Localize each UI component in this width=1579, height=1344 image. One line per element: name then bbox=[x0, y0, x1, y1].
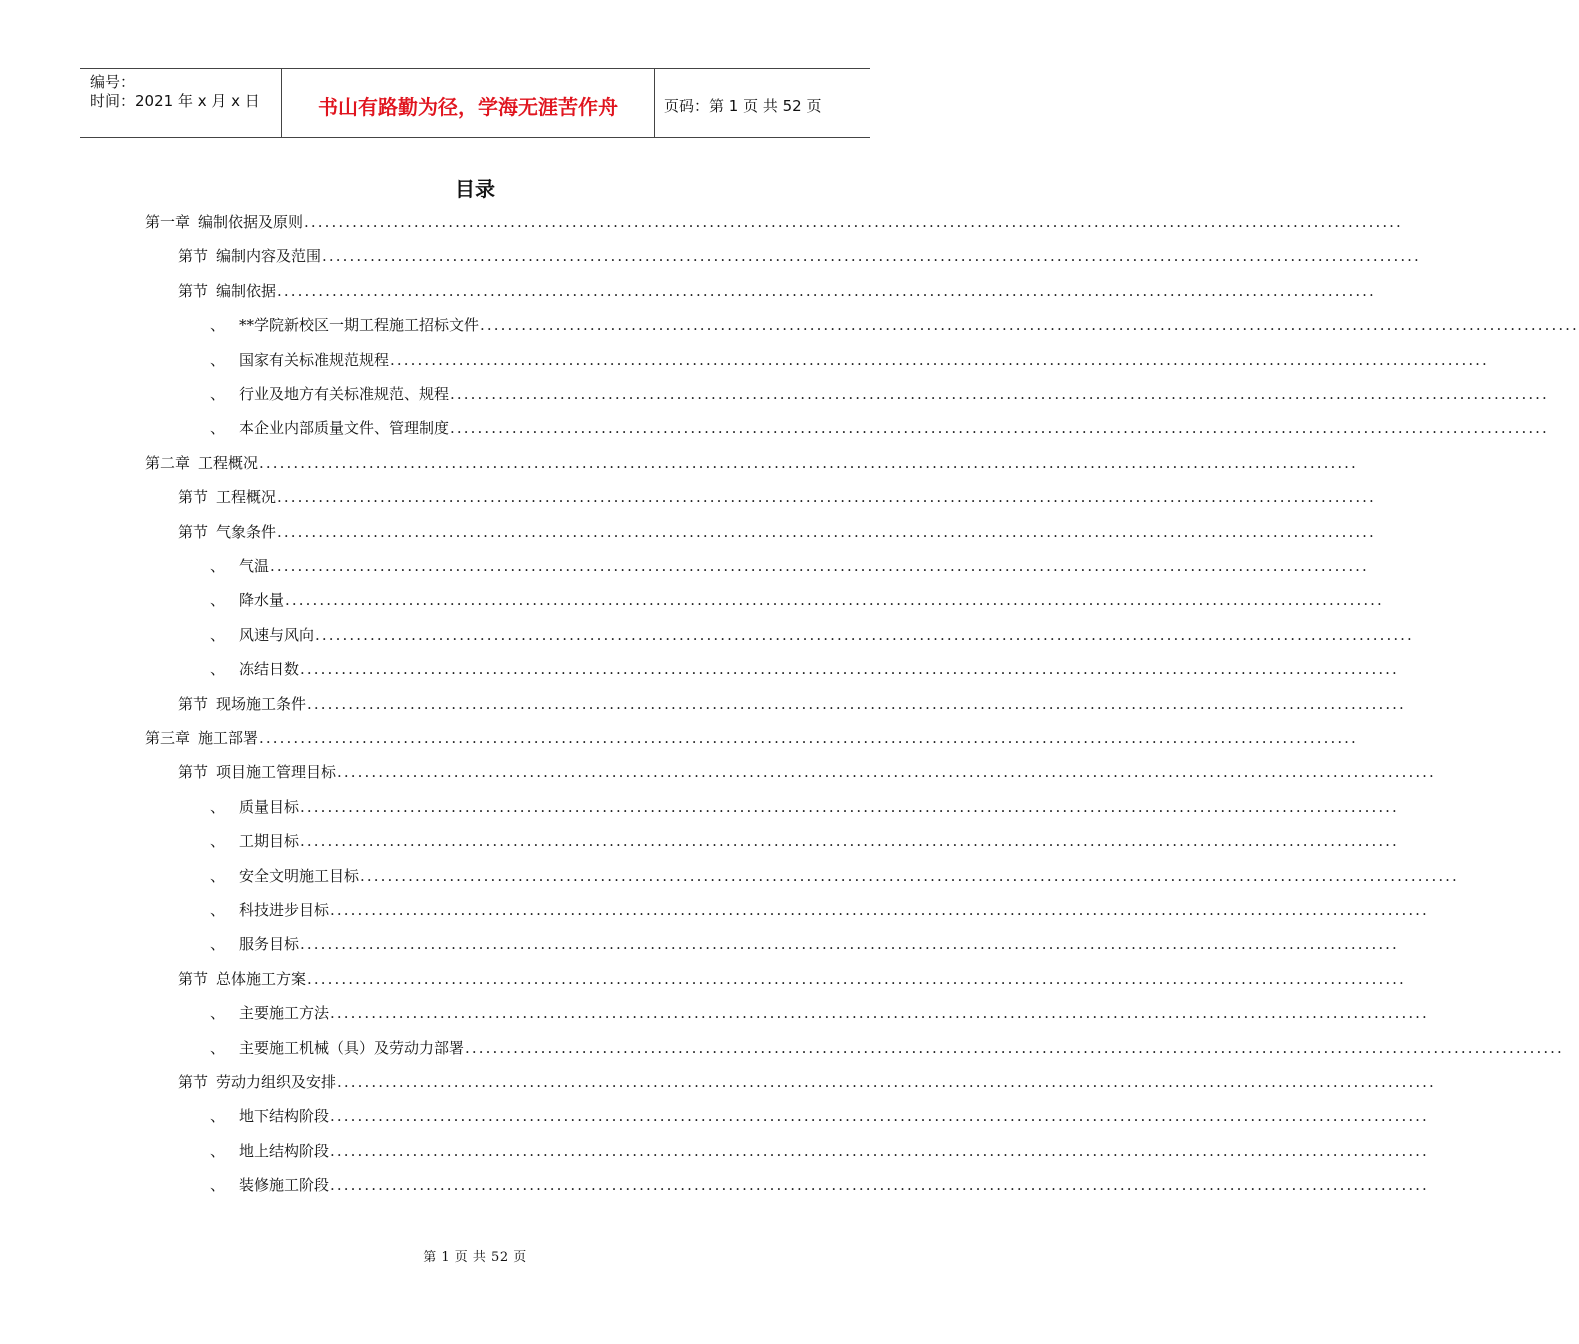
toc-entry-text: 科技进步目标 bbox=[239, 901, 330, 919]
toc-title: 目录 bbox=[455, 177, 495, 201]
document-time-label: 时间：2021 年 x 月 x 日 bbox=[90, 92, 260, 110]
toc-dot-leader: ................................................................................................................................................................ bbox=[307, 970, 1406, 988]
header-motto: 书山有路勤为径，学海无涯苦作舟 bbox=[318, 94, 618, 119]
toc-entry-number: 、 bbox=[210, 626, 226, 644]
toc-dot-leader: ................................................................................................................................................................ bbox=[322, 247, 1421, 265]
toc-entry-number: 第二章 bbox=[145, 454, 191, 472]
toc-entry[interactable] bbox=[145, 451, 1358, 473]
toc-dot-leader: ................................................................................................................................................................ bbox=[300, 935, 1399, 953]
toc-entry-number: 、 bbox=[210, 419, 226, 437]
toc-entry-text: 编制内容及范围 bbox=[216, 247, 322, 265]
toc-entry[interactable] bbox=[210, 382, 1549, 404]
toc-entry[interactable] bbox=[210, 348, 1489, 370]
toc-dot-leader: ................................................................................................................................................................ bbox=[270, 557, 1369, 575]
toc-entry[interactable] bbox=[210, 1139, 1429, 1161]
toc-dot-leader: ................................................................................................................................................................ bbox=[259, 729, 1358, 747]
toc-entry-number: 第三章 bbox=[145, 729, 191, 747]
toc-entry-number: 、 bbox=[210, 557, 226, 575]
toc-dot-leader: ................................................................................................................................................................ bbox=[450, 385, 1549, 403]
toc-entry-number: 第一章 bbox=[145, 213, 191, 231]
toc-entry[interactable] bbox=[210, 829, 1399, 851]
toc-entry-text: 质量目标 bbox=[239, 798, 300, 816]
toc-entry[interactable] bbox=[145, 726, 1358, 748]
toc-entry-text: 主要施工机械（具）及劳动力部署 bbox=[239, 1039, 465, 1057]
toc-dot-leader: ................................................................................................................................................................ bbox=[277, 488, 1376, 506]
toc-entry[interactable] bbox=[178, 692, 1406, 714]
toc-entry-number: 、 bbox=[210, 832, 226, 850]
toc-dot-leader: ................................................................................................................................................................ bbox=[300, 832, 1399, 850]
toc-entry-number: 、 bbox=[210, 1039, 226, 1057]
toc-entry[interactable] bbox=[210, 588, 1384, 610]
toc-entry-number: 、 bbox=[210, 935, 226, 953]
toc-entry[interactable] bbox=[210, 1104, 1429, 1126]
toc-dot-leader: ................................................................................................................................................................ bbox=[465, 1039, 1564, 1057]
toc-entry-text: 劳动力组织及安排 bbox=[216, 1073, 337, 1091]
toc-entry-number: 、 bbox=[210, 1176, 226, 1194]
toc-entry-number: 、 bbox=[210, 867, 226, 885]
toc-entry[interactable] bbox=[210, 657, 1399, 679]
toc-entry-text: 项目施工管理目标 bbox=[216, 763, 337, 781]
toc-entry-text: 地上结构阶段 bbox=[239, 1142, 330, 1160]
toc-dot-leader: ................................................................................................................................................................ bbox=[450, 419, 1549, 437]
toc-entry-text: 本企业内部质量文件、管理制度 bbox=[239, 419, 450, 437]
toc-dot-leader: ................................................................................................................................................................ bbox=[285, 591, 1384, 609]
toc-entry-number: 第节 bbox=[178, 282, 209, 300]
toc-entry-text: 编制依据 bbox=[216, 282, 277, 300]
toc-entry[interactable] bbox=[210, 416, 1549, 438]
toc-entry[interactable] bbox=[145, 210, 1403, 232]
toc-entry-number: 、 bbox=[210, 385, 226, 403]
toc-entry[interactable] bbox=[210, 864, 1459, 886]
toc-entry[interactable] bbox=[178, 279, 1376, 301]
toc-entry-number: 第节 bbox=[178, 1073, 209, 1091]
toc-dot-leader: ................................................................................................................................................................ bbox=[330, 1107, 1429, 1125]
header-meta bbox=[80, 69, 282, 137]
toc-dot-leader: ................................................................................................................................................................ bbox=[307, 695, 1406, 713]
document-number-label: 编号： bbox=[90, 73, 136, 91]
toc-dot-leader: ................................................................................................................................................................ bbox=[337, 763, 1436, 781]
toc-entry-number: 、 bbox=[210, 1107, 226, 1125]
toc-dot-leader: ................................................................................................................................................................ bbox=[330, 1004, 1429, 1022]
toc-entry[interactable] bbox=[210, 623, 1414, 645]
toc-entry-number: 、 bbox=[210, 1004, 226, 1022]
toc-entry-text: 施工部署 bbox=[198, 729, 259, 747]
toc-entry-text: 装修施工阶段 bbox=[239, 1176, 330, 1194]
toc-entry[interactable] bbox=[178, 967, 1406, 989]
toc-entry-number: 第节 bbox=[178, 247, 209, 265]
toc-dot-leader: ................................................................................................................................................................ bbox=[360, 867, 1459, 885]
toc-entry-text: 安全文明施工目标 bbox=[239, 867, 360, 885]
toc-entry[interactable] bbox=[178, 520, 1376, 542]
toc-entry-number: 第节 bbox=[178, 523, 209, 541]
toc-entry-number: 、 bbox=[210, 901, 226, 919]
toc-entry-text: 气象条件 bbox=[216, 523, 277, 541]
toc-dot-leader: ................................................................................................................................................................ bbox=[390, 351, 1489, 369]
toc-entry-number: 、 bbox=[210, 591, 226, 609]
toc-entry-text: 现场施工条件 bbox=[216, 695, 307, 713]
toc-entry[interactable] bbox=[210, 1036, 1564, 1058]
header-motto-cell bbox=[282, 69, 655, 137]
toc-entry[interactable] bbox=[210, 1173, 1429, 1195]
toc-entry[interactable] bbox=[178, 1070, 1436, 1092]
toc-entry-text: 编制依据及原则 bbox=[198, 213, 304, 231]
toc-entry-text: 工程概况 bbox=[216, 488, 277, 506]
toc-entry-text: 服务目标 bbox=[239, 935, 300, 953]
toc-entry[interactable] bbox=[210, 795, 1399, 817]
toc-entry-number: 第节 bbox=[178, 695, 209, 713]
toc-dot-leader: ................................................................................................................................................................ bbox=[259, 454, 1358, 472]
toc-entry[interactable] bbox=[178, 485, 1376, 507]
toc-entry-text: 国家有关标准规范规程 bbox=[239, 351, 390, 369]
toc-entry-text: 降水量 bbox=[239, 591, 285, 609]
page-footer: 第 1 页 共 52 页 bbox=[423, 1250, 527, 1265]
toc-dot-leader: ................................................................................................................................................................ bbox=[300, 660, 1399, 678]
toc-dot-leader: ................................................................................................................................................................ bbox=[337, 1073, 1436, 1091]
toc-dot-leader: ................................................................................................................................................................ bbox=[277, 282, 1376, 300]
toc-dot-leader: ................................................................................................................................................................ bbox=[480, 316, 1579, 334]
toc-dot-leader: ................................................................................................................................................................ bbox=[304, 213, 1403, 231]
toc-entry[interactable] bbox=[210, 554, 1369, 576]
toc-entry-text: 冻结日数 bbox=[239, 660, 300, 678]
toc-entry[interactable] bbox=[210, 932, 1399, 954]
toc-entry-number: 第节 bbox=[178, 488, 209, 506]
toc-entry-number: 、 bbox=[210, 1142, 226, 1160]
toc-entry[interactable] bbox=[210, 1001, 1429, 1023]
toc-entry-number: 第节 bbox=[178, 970, 209, 988]
toc-dot-leader: ................................................................................................................................................................ bbox=[330, 1142, 1429, 1160]
toc-entry-number: 、 bbox=[210, 351, 226, 369]
toc-entry-text: **学院新校区一期工程施工招标文件 bbox=[239, 316, 480, 334]
toc-entry-number: 第节 bbox=[178, 763, 209, 781]
toc-dot-leader: ................................................................................................................................................................ bbox=[277, 523, 1376, 541]
toc-dot-leader: ................................................................................................................................................................ bbox=[300, 798, 1399, 816]
toc-entry[interactable] bbox=[178, 760, 1436, 782]
page-header bbox=[80, 68, 870, 138]
toc-entry-number: 、 bbox=[210, 316, 226, 334]
toc-entry-text: 总体施工方案 bbox=[216, 970, 307, 988]
toc-entry-text: 工期目标 bbox=[239, 832, 300, 850]
toc-entry-text: 行业及地方有关标准规范、规程 bbox=[239, 385, 450, 403]
toc-entry-number: 、 bbox=[210, 660, 226, 678]
toc-entry-text: 风速与风向 bbox=[239, 626, 315, 644]
toc-dot-leader: ................................................................................................................................................................ bbox=[330, 1176, 1429, 1194]
toc-dot-leader: ................................................................................................................................................................ bbox=[315, 626, 1414, 644]
toc-entry-text: 主要施工方法 bbox=[239, 1004, 330, 1022]
toc-entry[interactable] bbox=[178, 244, 1421, 266]
toc-entry[interactable] bbox=[210, 313, 1579, 335]
toc-dot-leader: ................................................................................................................................................................ bbox=[330, 901, 1429, 919]
toc-entry-text: 地下结构阶段 bbox=[239, 1107, 330, 1125]
toc-entry-text: 气温 bbox=[239, 557, 270, 575]
toc-entry[interactable] bbox=[210, 898, 1429, 920]
toc-entry-text: 工程概况 bbox=[198, 454, 259, 472]
header-page-info: 页码：第 1 页 共 52 页 bbox=[664, 96, 822, 115]
toc-entry-number: 、 bbox=[210, 798, 226, 816]
